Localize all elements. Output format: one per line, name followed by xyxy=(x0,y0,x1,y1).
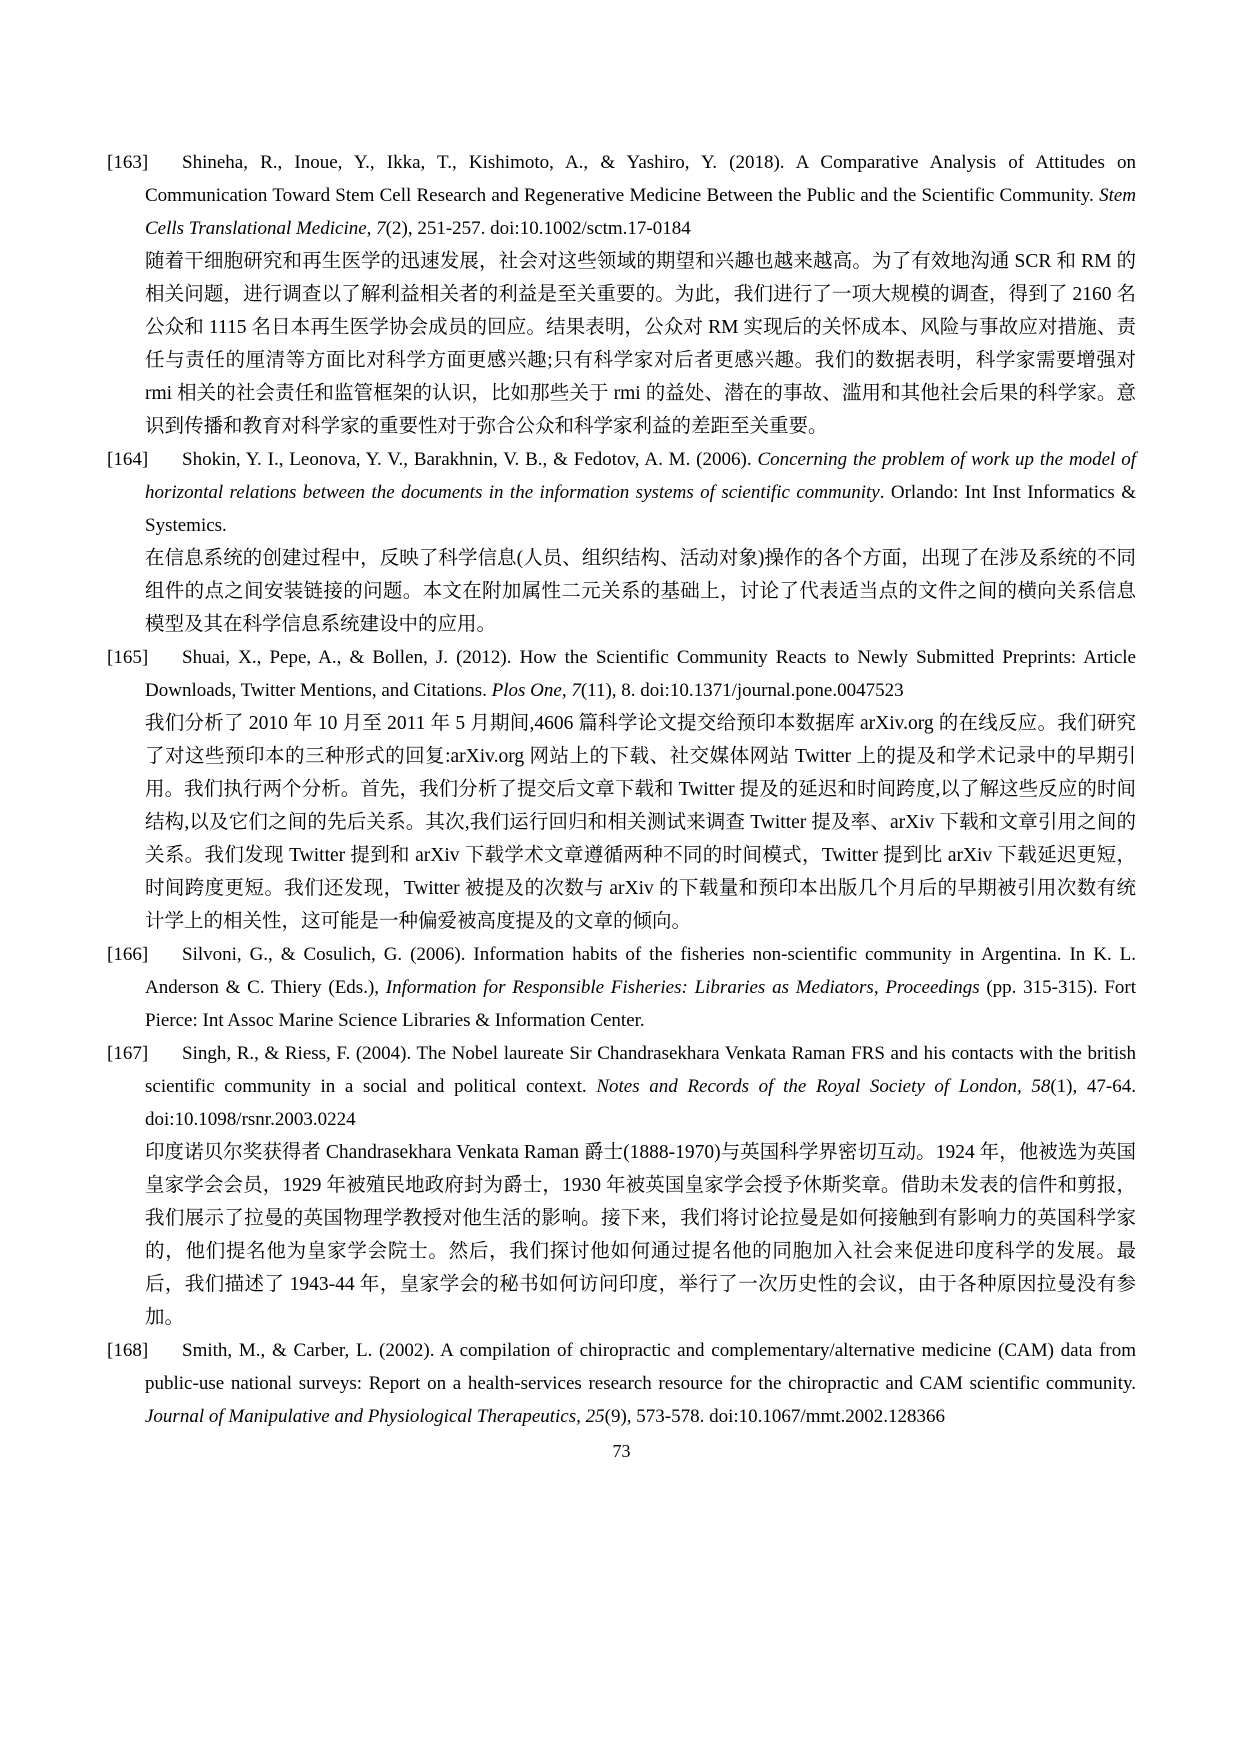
reference-entry xyxy=(107,1037,1136,1334)
citation-text-segment: Shokin, Y. I., Leonova, Y. V., Barakhnin, V. B., & Fedotov, A. M. (2006). xyxy=(182,449,758,470)
reference-abstract-chinese: 随着干细胞研究和再生医学的迅速发展，社会对这些领域的期望和兴趣也越来越高。为了有效地沟通 SCR 和 RM 的相关问题，进行调查以了解利益相关者的利益是至关重要的。为此，我们进行了一项大规模的调查，得到了 2160 名公众和 1115 名日本再生医学协会成员的回应。结果表明，公众对 RM 实现后的关怀成本、风险与事故应对措施、责任与责任的厘清等方面比对科学方面更感兴趣;只有科学家对后者更感兴趣。我们的数据表明，科学家需要增强对 rmi 相关的社会责任和监管框架的认识，比如那些关于 rmi 的益处、潜在的事故、滥用和其他社会后果的科学家。意识到传播和教育对科学家的重要性对于弥合公众和科学家利益的差距至关重要。 xyxy=(145,251,1136,437)
reference-id: [163] xyxy=(107,152,149,173)
reference-entry xyxy=(107,641,1136,938)
citation-text-segment: (pp. 315-315). Fort Pierce: Int Assoc Marine Science Libraries & Information Center. xyxy=(145,977,1136,1031)
citation-text-segment: (9), 573-578. doi:10.1067/mmt.2002.128366 xyxy=(604,1406,946,1427)
reference-entry xyxy=(107,938,1136,1037)
citation-journal-segment: Information for Responsible Fisheries: Libraries as Mediators, Proceedings xyxy=(385,977,980,998)
reference-id: [168] xyxy=(107,1340,149,1361)
citation-journal-segment: Notes and Records of the Royal Society of London, 58 xyxy=(596,1076,1051,1097)
reference-abstract-chinese: 我们分析了 2010 年 10 月至 2011 年 5 月期间,4606 篇科学论文提交给预印本数据库 arXiv.org 的在线反应。我们研究了对这些预印本的三种形式的回复:arXiv.org 网站上的下载、社交媒体网站 Twitter 上的提及和学术记录中的早期引用。我们执行两个分析。首先，我们分析了提交后文章下载和 Twitter 提及的延迟和时间跨度,以了解这些反应的时间结构,以及它们之间的先后关系。其次,我们运行回归和相关测试来调查 Twitter 提及率、arXiv 下载和文章引用之间的关系。我们发现 Twitter 提到和 arXiv 下载学术文章遵循两种不同的时间模式，Twitter 提到比 arXiv 下载延迟更短，时间跨度更短。我们还发现，Twitter 被提及的次数与 arXiv 的下载量和预印本出版几个月后的早期被引用次数有统计学上的相关性，这可能是一种偏爱被高度提及的文章的倾向。 xyxy=(145,713,1136,932)
reference-citation xyxy=(107,938,1136,1037)
citation-journal-segment: Plos One, 7 xyxy=(491,680,581,701)
reference-citation xyxy=(107,1334,1136,1433)
citation-text-segment: Singh, R., & Riess, F. (2004). The Nobel laureate Sir Chandrasekhara Venkata Raman FRS and his contacts with the british scientific community in a social and political context. xyxy=(145,1043,1136,1097)
reference-entry xyxy=(107,1334,1136,1433)
citation-journal-segment: Concerning the problem of work up the model of horizontal relations between the documents in the information systems of scientific community xyxy=(145,449,1137,503)
reference-id: [167] xyxy=(107,1043,149,1064)
reference-citation xyxy=(107,1037,1136,1136)
page-number: 73 xyxy=(612,1441,631,1461)
citation-journal-segment: Journal of Manipulative and Physiological Therapeutics, 25 xyxy=(145,1406,605,1427)
citation-text-segment: Shineha, R., Inoue, Y., Ikka, T., Kishimoto, A., & Yashiro, Y. (2018). A Comparative Analysis of Attitudes on Communication Toward Stem Cell Research and Regenerative Medicine Between the Public and the Scientific Community. xyxy=(145,152,1136,206)
reference-id: [166] xyxy=(107,944,149,965)
reference-id: [165] xyxy=(107,647,149,668)
citation-text-segment: (2), 251-257. doi:10.1002/sctm.17-0184 xyxy=(385,218,691,239)
citation-text-segment: (11), 8. doi:10.1371/journal.pone.0047523 xyxy=(580,680,904,701)
reference-citation xyxy=(107,146,1136,245)
reference-abstract-chinese: 印度诺贝尔奖获得者 Chandrasekhara Venkata Raman 爵士(1888-1970)与英国科学界密切互动。1924 年，他被选为英国皇家学会会员，1929 年被殖民地政府封为爵士，1930 年被英国皇家学会授予休斯奖章。借助未发表的信件和剪报，我们展示了拉曼的英国物理学教授对他生活的影响。接下来，我们将讨论拉曼是如何接触到有影响力的英国科学家的，他们提名他为皇家学会院士。然后，我们探讨他如何通过提名他的同胞加入社会来促进印度科学的发展。最后，我们描述了 1943-44 年，皇家学会的秘书如何访问印度，举行了一次历史性的会议，由于各种原因拉曼没有参加。 xyxy=(145,1142,1136,1328)
reference-entry xyxy=(107,443,1136,641)
citation-text-segment: Silvoni, G., & Cosulich, G. (2006). Information habits of the fisheries non-scientific community in Argentina. In K. L. Anderson & C. Thiery (Eds.), xyxy=(145,944,1136,998)
citation-text-segment: Smith, M., & Carber, L. (2002). A compilation of chiropractic and complementary/alternative medicine (CAM) data from public-use national surveys: Report on a health-services research resource for the chiropractic and CAM scientific community. xyxy=(145,1340,1136,1394)
reference-citation xyxy=(107,641,1136,707)
citation-text-segment: . Orlando: Int Inst Informatics & Systemics. xyxy=(145,482,1136,536)
citation-journal-segment: Stem Cells Translational Medicine, 7 xyxy=(145,185,1136,239)
reference-citation xyxy=(107,443,1136,542)
citation-text-segment: Shuai, X., Pepe, A., & Bollen, J. (2012). How the Scientific Community Reacts to Newly Submitted Preprints: Article Downloads, Twitter Mentions, and Citations. xyxy=(145,647,1136,701)
reference-entry xyxy=(107,146,1136,443)
reference-list xyxy=(107,146,1136,1433)
citation-text-segment: (1), 47-64. doi:10.1098/rsnr.2003.0224 xyxy=(145,1076,1136,1130)
reference-id: [164] xyxy=(107,449,149,470)
reference-abstract-chinese: 在信息系统的创建过程中，反映了科学信息(人员、组织结构、活动对象)操作的各个方面，出现了在涉及系统的不同组件的点之间安装链接的问题。本文在附加属性二元关系的基础上，讨论了代表适当点的文件之间的横向关系信息模型及其在科学信息系统建设中的应用。 xyxy=(145,548,1136,635)
